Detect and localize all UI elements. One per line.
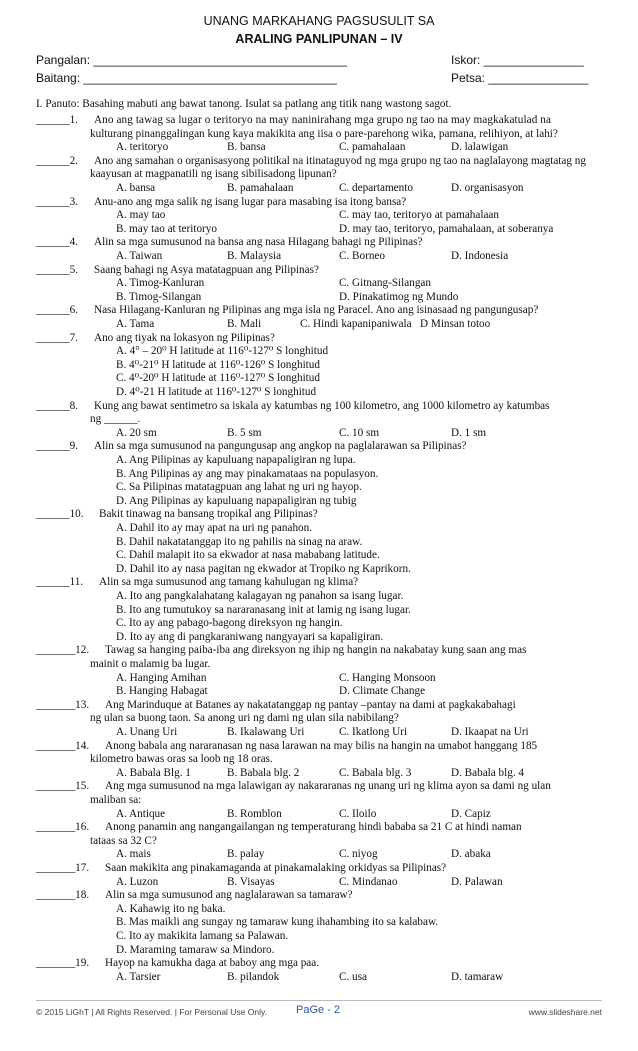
answer-option: D. Dahil ito ay nasa pagitan ng ekwador at Tropiko ng Kaprikorn. — [116, 562, 411, 575]
question-text: Hayop na kamukha daga at baboy ang mga paa. — [105, 957, 320, 970]
answer-option: A. Unang Uri — [116, 726, 178, 738]
question-text: ng ______. — [90, 413, 141, 426]
answer-option: B. Romblon — [227, 807, 282, 820]
answer-option: C. Hanging Monsoon — [339, 671, 436, 684]
answer-option: B. may tao at teritoryo — [116, 222, 217, 235]
answer-blank[interactable]: _______16. — [36, 821, 90, 834]
question-text: maliban sa: — [90, 794, 142, 806]
answer-blank[interactable]: ______6. — [36, 304, 78, 317]
exam-title: UNANG MARKAHANG PAGSUSULIT SA — [203, 14, 435, 28]
answer-option: C. Sa Pilipinas matatagpuan ang lahat ng uri ng hayop. — [116, 481, 362, 494]
answer-option: A. mais — [116, 848, 151, 861]
answer-option: A. Hanging Amihan — [116, 671, 207, 684]
question-text: Ang Marinduque at Batanes ay nakatatanggap ng pantay –pantay na dami at pagkakabahagi — [105, 698, 516, 711]
answer-option: B. Visayas — [227, 875, 275, 888]
answer-option: D. Pinakatimog ng Mundo — [339, 290, 459, 303]
answer-option: A. Ang Pilipinas ay kapuluang napapaligiran ng lupa. — [116, 454, 356, 466]
question-text: Anong babala ang nararanasan ng nasa larawan na may bilis na hangin na umabot hanggang 185 — [105, 739, 538, 752]
answer-option: D. Palawan — [451, 875, 503, 888]
answer-option: D. lalawigan — [451, 141, 509, 154]
answer-option: B. Ikalawang Uri — [227, 726, 305, 738]
answer-option: A. Babala Blg. 1 — [116, 766, 191, 779]
answer-option: A. 20 sm — [116, 426, 157, 439]
answer-option: B. Mali — [227, 318, 262, 330]
answer-option: A. Timog-Kanluran — [116, 277, 205, 290]
answer-option: A. Kahawig ito ng baka. — [116, 902, 226, 915]
exam-subject: ARALING PANLIPUNAN – IV — [235, 32, 403, 46]
answer-blank[interactable]: ______2. — [36, 154, 78, 167]
answer-option: B. pilandok — [227, 970, 280, 983]
name-field[interactable]: Pangalan: ______________________________________ — [36, 53, 347, 67]
answer-option: B. Ito ang tumutukoy sa nararanasang init at lamig ng isang lugar. — [116, 603, 411, 616]
answer-option: D. Capiz — [451, 807, 491, 820]
answer-option: D. Babala blg. 4 — [451, 766, 525, 779]
answer-blank[interactable]: ______8. — [36, 399, 78, 412]
date-field[interactable]: Petsa: _______________ — [451, 71, 589, 85]
question-text: mainit o malamig ba lugar. — [90, 658, 211, 670]
answer-option: D. 4⁰-21 H latitude at 116⁰-127⁰ S longhitud — [116, 386, 317, 398]
answer-option: D. Maraming tamaraw sa Mindoro. — [116, 943, 275, 956]
answer-option: A. bansa — [116, 182, 156, 194]
answer-option: C. may tao, teritoryo at pamahalaan — [339, 209, 499, 222]
question-text: Alin sa mga sumusunod ang tamang kahulugan ng klima? — [99, 576, 359, 589]
answer-option: C. Borneo — [339, 250, 385, 262]
answer-option: C. Hindi kapanipaniwala — [300, 318, 412, 330]
answer-option: D. Ito ay ang di pangkaraniwang nangyayari sa kapaligiran. — [116, 630, 384, 643]
grade-field[interactable]: Baitang: ______________________________________ — [36, 71, 337, 85]
answer-option: A. Ito ang pangkalahatang kalagayan ng panahon sa isang lugar. — [116, 590, 404, 602]
question-text: Alin sa mga sumusunod na bansa ang nasa Hilagang bahagi ng Pilipinas? — [94, 236, 423, 249]
answer-option: B. Ang Pilipinas ay ang may pinakamataas na populasyon. — [116, 467, 379, 480]
answer-option: C. Ito ay ang pabago-bagong direksyon ng hangin. — [116, 617, 343, 630]
question-text: Ano ang samahan o organisasyong politikal na itinataguyod ng mga grupo ng tao na naglalayong magtatag ng — [94, 154, 586, 167]
answer-option: B. Dahil nakatatanggap ito ng pahilis na sinag na araw. — [116, 535, 363, 548]
answer-option: B. 4⁰-21⁰ H latitude at 116⁰-126⁰ S longhitud — [116, 358, 320, 371]
question-text: Ang mga sumusunod na mga lalawigan ay nakararanas ng unang uri ng klima ayon sa dami ng ulan — [105, 780, 551, 793]
question-text: Ano ang tawag sa lugar o teritoryo na may naninirahang mga grupo ng tao na may magkakatulad na — [94, 114, 552, 126]
question-text: Bakit tinawag na bansang tropikal ang Pilipinas? — [99, 508, 318, 521]
question-text: Nasa Hilagang-Kanluran ng Pilipinas ang mga isla ng Paracel. Ano ang isinasaad ng pangungusap? — [94, 304, 539, 317]
answer-option: C. 10 sm — [339, 426, 380, 439]
answer-option: C. Babala blg. 3 — [339, 766, 412, 779]
answer-option: C. Iloilo — [339, 807, 377, 820]
footer-copyright: © 2015 LiGhT | All Rights Reserved. | For Personal Use Only. — [36, 1007, 267, 1017]
answer-option: D. abaka — [451, 848, 491, 861]
answer-option: C. usa — [339, 970, 367, 983]
answer-option: C. Dahil malapit ito sa ekwador at nasa mababang latitude. — [116, 549, 380, 562]
answer-option: A. 4° – 20⁰ H latitude at 116⁰-127⁰ S longhitud — [116, 345, 329, 358]
answer-blank[interactable]: _______14. — [36, 739, 90, 752]
answer-option: B. Malaysia — [227, 250, 282, 262]
answer-option: A. may tao — [116, 209, 166, 222]
answer-option: C. Gitnang-Silangan — [339, 277, 431, 290]
answer-blank[interactable]: ______11. — [36, 576, 84, 589]
question-text: kaayusan at magpanatili ng isang sibilisadong lipunan? — [90, 168, 337, 181]
answer-blank[interactable]: ______3. — [36, 195, 78, 208]
answer-option: C. niyog — [339, 848, 378, 861]
question-text: Tawag sa hanging paiba-iba ang direksyon ng ihip ng hangin na nakabatay kung saan ang mas — [105, 644, 527, 657]
answer-blank[interactable]: _______19. — [36, 957, 90, 970]
question-text: kulturang pinanggalingan kung kaya makikita ang iisa o pare-parehong wika, pamana, relihiyon, at lahi? — [90, 127, 558, 140]
question-text: Anong panamin ang nangangailangan ng temperaturang hindi bababa sa 21 C at hindi naman — [105, 821, 522, 834]
question-text: tataas sa 32 C? — [90, 834, 157, 847]
answer-option: A. Luzon — [116, 875, 159, 888]
answer-option: B. bansa — [227, 141, 266, 154]
footer-site: www.slideshare.net — [528, 1007, 602, 1017]
answer-option: C. pamahalaan — [339, 141, 406, 154]
question-text: Alin sa mga sumusunod ang naglalarawan sa tamaraw? — [105, 889, 353, 902]
answer-option: A. teritoryo — [116, 141, 169, 154]
question-text: Saang bahagi ng Asya matatagpuan ang Pilipinas? — [94, 263, 319, 276]
answer-option: B. palay — [227, 848, 265, 861]
footer-divider — [36, 1000, 602, 1001]
answer-blank[interactable]: ______10. — [36, 508, 84, 521]
answer-blank[interactable]: _______17. — [36, 862, 90, 874]
answer-option: D. Indonesia — [451, 250, 509, 262]
question-text: Ano ang tiyak na lokasyon ng Pilipinas? — [94, 331, 275, 344]
answer-option: B. Timog-Silangan — [116, 290, 202, 303]
answer-option: C. Ikatlong Uri — [339, 726, 408, 738]
answer-option: B. Babala blg. 2 — [227, 766, 300, 779]
answer-option: C. Mindanao — [339, 875, 398, 888]
answer-option: D Minsan totoo — [420, 318, 491, 330]
answer-option: D. 1 sm — [451, 426, 487, 439]
answer-option: C. departamento — [339, 182, 413, 194]
question-text: Saan makikita ang pinakamaganda at pinakamalaking orkidyas sa Pilipinas? — [105, 862, 447, 874]
answer-blank[interactable]: _______12. — [36, 644, 90, 657]
answer-blank[interactable]: ______1. — [36, 114, 78, 126]
answer-option: B. Hanging Habagat — [116, 685, 208, 698]
answer-option: D. organisasyon — [451, 182, 524, 194]
answer-option: A. Antique — [116, 807, 166, 820]
question-text: Alin sa mga sumusunod na pangungusap ang angkop na paglalarawan sa Pilipinas? — [94, 440, 467, 453]
answer-option: C. 4⁰-20⁰ H latitude at 116⁰-127⁰ S longhitud — [116, 372, 320, 385]
answer-blank[interactable]: ______4. — [36, 236, 78, 249]
answer-option: D. may tao, teritoryo, pamahalaan, at soberanya — [339, 222, 554, 235]
question-text: kilometro bawas oras sa loob ng 18 oras. — [90, 753, 273, 766]
footer-page-number: PaGe - 2 — [296, 1004, 341, 1016]
answer-option: A. Dahil ito ay may apat na uri ng panahon. — [116, 522, 313, 534]
answer-blank[interactable]: ______7. — [36, 331, 78, 344]
answer-blank[interactable]: _______15. — [36, 780, 90, 793]
score-field[interactable]: Iskor: _______________ — [451, 53, 584, 67]
answer-option: D. Ikaapat na Uri — [451, 726, 529, 738]
answer-option: A. Taiwan — [116, 250, 163, 262]
answer-option: A. Tarsier — [116, 970, 161, 983]
answer-blank[interactable]: ______9. — [36, 440, 78, 453]
question-text: ng ulan sa buong taon. Sa anong uri ng dami ng ulan sila nabibilang? — [90, 712, 399, 725]
answer-option: B. pamahalaan — [227, 182, 294, 194]
answer-option: B. 5 sm — [227, 426, 262, 439]
answer-option: D. Ang Pilipinas ay kapuluang napapaligiran ng tubig — [116, 494, 357, 507]
instructions: I. Panuto: Basahing mabuti ang bawat tanong. Isulat sa patlang ang titik nang wastong sagot. — [36, 98, 452, 110]
answer-blank[interactable]: ______5. — [36, 263, 78, 276]
answer-blank[interactable]: _______18. — [36, 889, 90, 902]
answer-option: B. Mas maikli ang sungay ng tamaraw kung ihahambing ito sa kalabaw. — [116, 916, 439, 929]
answer-option: D. Climate Change — [339, 685, 426, 698]
question-text: Kung ang bawat sentimetro sa iskala ay katumbas ng 100 kilometro, ang 1000 kilometro ay katumbas — [94, 399, 550, 412]
answer-option: D. tamaraw — [451, 970, 504, 983]
answer-option: A. Tama — [116, 318, 155, 330]
answer-option: C. Ito ay makikita lamang sa Palawan. — [116, 930, 289, 942]
question-text: Anu-ano ang mga salik ng isang lugar para masabing isa itong bansa? — [94, 195, 407, 208]
answer-blank[interactable]: _______13. — [36, 698, 90, 711]
